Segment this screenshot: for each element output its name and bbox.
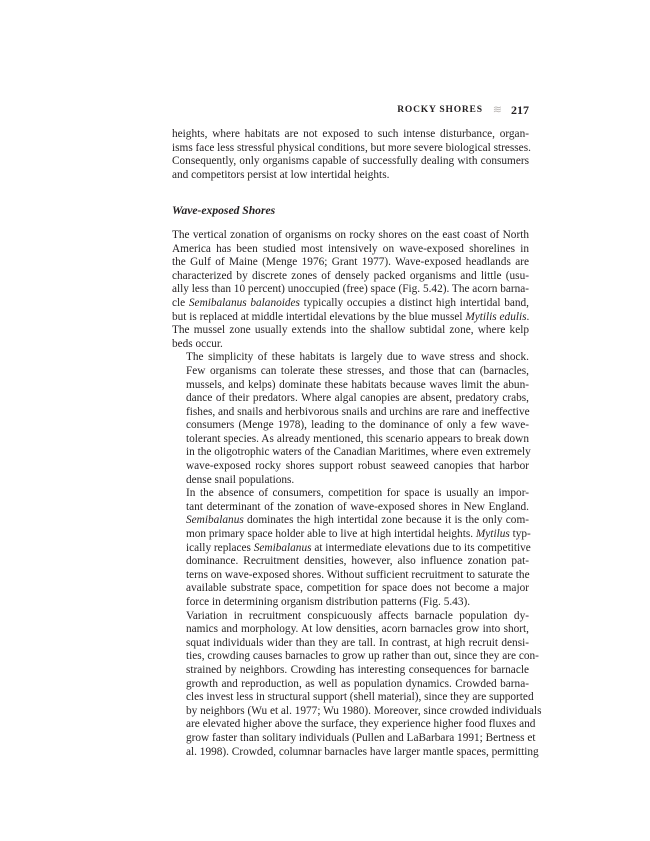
text-line: tant determinant of the zonation of wave-exposed shores in New England. [186, 500, 529, 513]
section-heading: Wave-exposed Shores [172, 204, 276, 218]
wave-lines-icon: ≋ [492, 103, 502, 116]
text-line: ties, crowding causes barnacles to grow up rather than out, since they are con- [186, 650, 539, 663]
text-line: but is replaced at middle intertidal elevations by the blue mussel Mytilis edulis. [172, 310, 530, 323]
text-line: The mussel zone usually extends into the shallow subtidal zone, where kelp [172, 324, 529, 337]
text-line: al. 1998). Crowded, columnar barnacles have larger mantle spaces, permitting [186, 745, 539, 758]
text-line: cle Semibalanus balanoides typically occupies a distinct high intertidal band, [172, 296, 530, 309]
text-line: wave-exposed rocky shores support robust seaweed canopies that harbor [186, 460, 529, 473]
text-line: in the oligotrophic waters of the Canadian Maritimes, where even extremely [186, 446, 531, 459]
text-line: characterized by discrete zones of densely packed organisms and little (usu- [172, 269, 529, 282]
text-line: are elevated higher above the surface, they experience higher food fluxes and [186, 718, 536, 731]
text-line: by neighbors (Wu et al. 1977; Wu 1980). Moreover, since crowded individuals [186, 704, 542, 717]
italic-term: Mytilus [475, 528, 510, 541]
text-line: dance of their predators. Where algal canopies are absent, predatory crabs, [186, 392, 529, 405]
text-line: growth and reproduction, as well as population dynamics. Crowded barna- [186, 677, 529, 690]
text-line: squat individuals wider than they are tall. In contrast, at high recruit densi- [186, 636, 529, 649]
text-line: strained by neighbors. Crowding has interesting consequences for barnacle [186, 663, 529, 676]
text-line: consumers (Menge 1978), leading to the dominance of only a few wave- [186, 419, 529, 432]
text-line: mon primary space holder able to live at high intertidal heights. Mytilus typ- [186, 528, 531, 541]
text-line: Few organisms can tolerate these stresses, and those that can (barnacles, [186, 364, 529, 377]
text-line: In the absence of consumers, competition for space is usually an impor- [186, 487, 529, 500]
page-number: 217 [511, 102, 529, 117]
text-line: namics and morphology. At low densities, acorn barnacles grow into short, [186, 623, 529, 636]
running-header [172, 102, 529, 118]
paragraph [172, 487, 529, 609]
italic-term: Semibalanus [186, 514, 244, 527]
italic-term: Semibalanus [253, 541, 312, 554]
text-line: heights, where habitats are not exposed to such intense disturbance, organ- [172, 128, 529, 140]
paragraph [172, 229, 529, 351]
text-line: dense snail populations. [186, 473, 295, 486]
text-line: The vertical zonation of organisms on rocky shores on the east coast of North [172, 228, 529, 241]
text-line: isms face less stressful physical conditions, but more severe biological stresses. [172, 141, 531, 154]
paragraph [172, 128, 529, 182]
text-line: force in determining organism distribution patterns (Fig. 5.43). [186, 596, 471, 608]
text-line: dominance. Recruitment densities, however, also influence zonation pat- [186, 555, 529, 568]
text-line: Consequently, only organisms capable of successfully dealing with consumers [172, 155, 529, 168]
text-line: terns on wave-exposed shores. Without sufficient recruitment to saturate the [186, 568, 530, 581]
text-line: and competitors persist at low intertidal heights. [172, 168, 390, 181]
text-line: America has been studied most intensively on wave-exposed shorelines in [172, 242, 529, 255]
text-line: ally less than 10 percent) unoccupied (free) space (Fig. 5.42). The acorn barna- [172, 283, 530, 296]
text-line: the Gulf of Maine (Menge 1976; Grant 1977). Wave-exposed headlands are [172, 256, 529, 269]
text-line: mussels, and kelps) dominate these habitats because waves limit the abun- [186, 378, 529, 391]
text-line: beds occur. [172, 337, 223, 350]
italic-term: Semibalanus balanoides [188, 296, 300, 309]
text-line: grow faster than solitary individuals (Pullen and LaBarbara 1991; Bertness et [186, 731, 536, 744]
paragraph [172, 351, 529, 487]
body-text [172, 128, 542, 759]
text-line: Variation in recruitment conspicuously affects barnacle population dy- [186, 609, 529, 622]
text-line: The simplicity of these habitats is largely due to wave stress and shock. [186, 351, 529, 364]
text-line: Semibalanus dominates the high intertidal zone because it is the only com- [186, 514, 529, 527]
text-line: ically replaces Semibalanus at intermediate elevations due to its competitive [186, 541, 531, 554]
paragraph [172, 609, 542, 760]
italic-term: Mytilis edulis [465, 310, 527, 323]
running-head-title: ROCKY SHORES [397, 105, 483, 115]
text-line: fishes, and snails and herbivorous snails and urchins are rare and ineffective [186, 405, 530, 418]
text-line: tolerant species. As already mentioned, this scenario appears to break down [186, 432, 529, 445]
text-line: available substrate space, competition for space does not become a major [186, 582, 529, 595]
text-line: cles invest less in structural support (shell material), since they are supported [186, 691, 534, 704]
